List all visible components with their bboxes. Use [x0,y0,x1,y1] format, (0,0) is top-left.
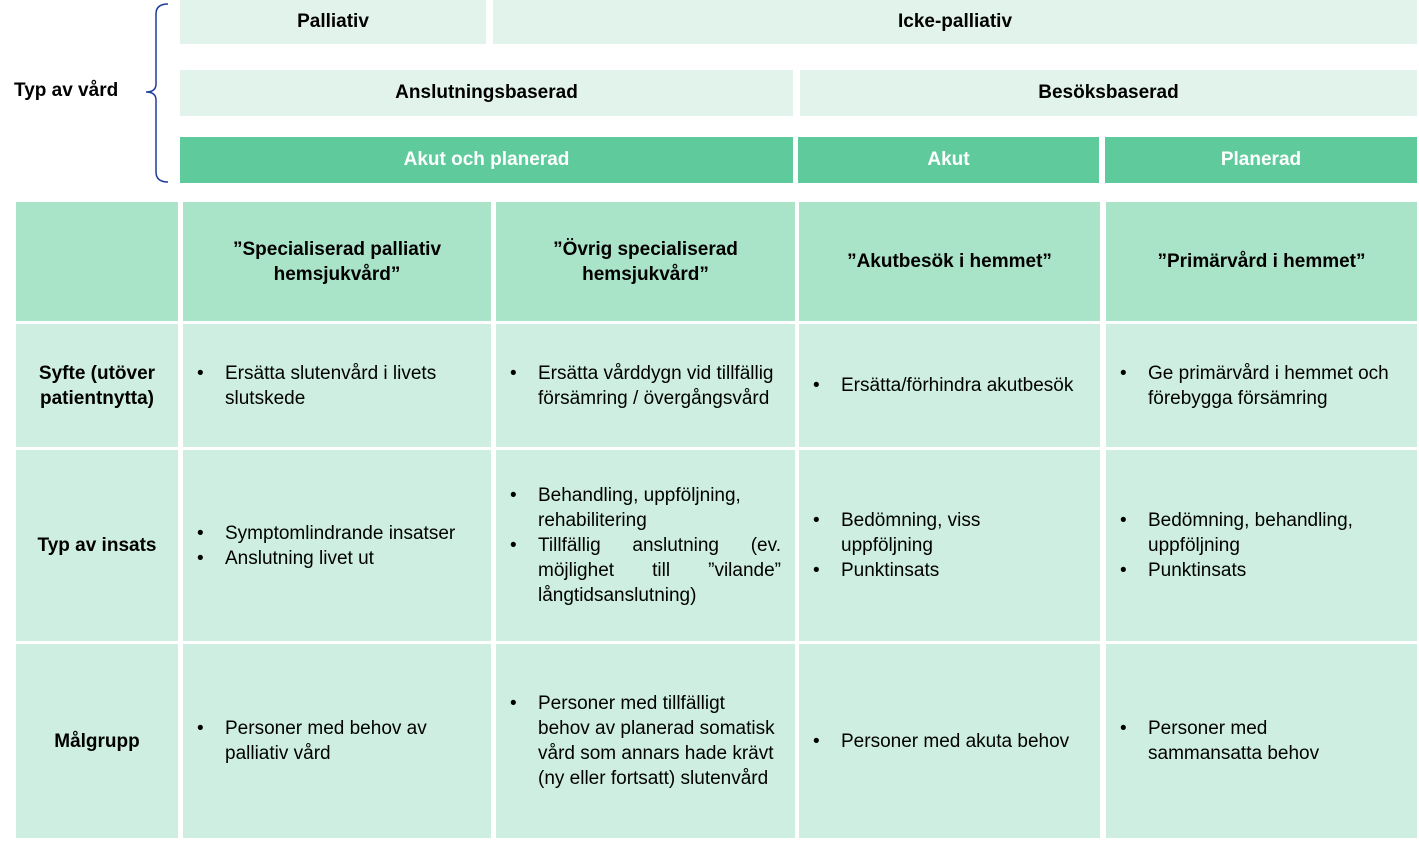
list-item: • Personer med tillfälligt behov av planerad somatisk vård som annars hade krävt (ny eller fortsatt) slutenvård [510,691,781,791]
table-cell [183,644,491,838]
list-item: • Punktinsats [813,558,1086,583]
row-label-malgrupp: Målgrupp [16,644,178,838]
list-item: • Ersätta vårddygn vid tillfällig försämring / övergångsvård [510,361,781,411]
row-label-typ-av-insats: Typ av insats [16,450,178,641]
list-item: • Ersätta/förhindra akutbesök [813,373,1086,398]
list-item: • Ge primärvård i hemmet och förebygga försämring [1120,361,1403,411]
table-cell [183,324,491,447]
row-label-syfte: Syfte (utöver patientnytta) [16,324,178,447]
header-icke-palliativ: Icke-palliativ [493,0,1417,44]
table-cell [799,450,1100,641]
side-label-typ-av-vard: Typ av vård [14,80,119,101]
list-item: • Behandling, uppföljning, rehabilitering [510,483,781,533]
header-akut-och-planerad: Akut och planerad [180,137,793,183]
table-cell [496,450,795,641]
table-cell [183,450,491,641]
column-header-ovrig-specialiserad: ”Övrig specialiserad hemsjukvård” [496,202,795,321]
table-corner-cell [16,202,178,321]
column-header-akutbesok: ”Akutbesök i hemmet” [799,202,1100,321]
header-planerad: Planerad [1105,137,1417,183]
list-item: • Personer med behov av palliativ vård [197,716,477,766]
bracket-icon [140,0,172,190]
header-anslutningsbaserad: Anslutningsbaserad [180,70,793,116]
list-item: • Anslutning livet ut [197,546,477,571]
table-cell [1106,450,1417,641]
table-cell [1106,324,1417,447]
header-akut: Akut [798,137,1099,183]
list-item: • Bedömning, viss uppföljning [813,508,1086,558]
table-cell [496,644,795,838]
column-header-specialiserad-palliativ: ”Specialiserad palliativ hemsjukvård” [183,202,491,321]
list-item: • Ersätta slutenvård i livets slutskede [197,361,477,411]
table-cell [799,644,1100,838]
column-header-primarvard: ”Primärvård i hemmet” [1106,202,1417,321]
list-item: • Punktinsats [1120,558,1403,583]
list-item: • Symptomlindrande insatser [197,521,477,546]
list-item: • Bedömning, behandling, uppföljning [1120,508,1403,558]
table-cell [799,324,1100,447]
list-item: • Personer med sammansatta behov [1120,716,1403,766]
table-cell [496,324,795,447]
table-cell [1106,644,1417,838]
header-palliativ: Palliativ [180,0,486,44]
list-item: • Personer med akuta behov [813,729,1086,754]
header-besoksbaserad: Besöksbaserad [800,70,1417,116]
list-item: • Tillfällig anslutning (ev. möjlighet till ”vilande” långtidsanslutning) [510,533,781,608]
